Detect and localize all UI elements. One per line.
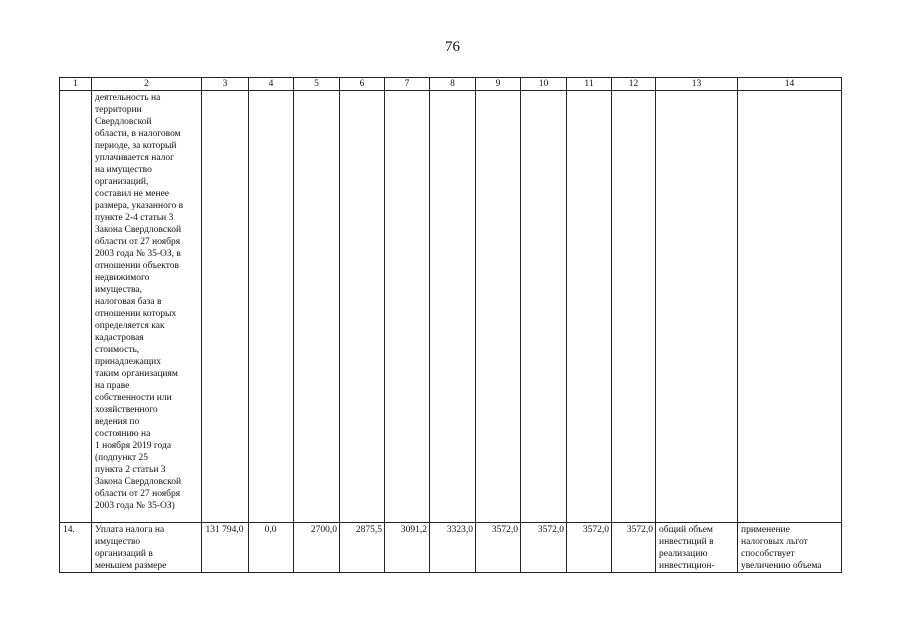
value-cell: 3572,0 [612,523,656,573]
column-header: 1 [60,78,92,91]
column-header: 10 [521,78,567,91]
page-number: 76 [445,39,460,55]
table-row [60,523,842,573]
table-cell [60,91,92,523]
value-cell: 2700,0 [294,523,340,573]
table-row-continuation [60,91,842,523]
table-cell [249,91,294,523]
column-header: 11 [567,78,612,91]
column-header: 2 [92,78,202,91]
value-cell: 2875,5 [340,523,385,573]
column-header: 4 [249,78,294,91]
value-cell: 131 794,0 [202,523,249,573]
column-header: 8 [430,78,476,91]
value-cell: 3572,0 [521,523,567,573]
indicator-cell: общий объем инвестиций в реализацию инвестицион- [656,523,738,573]
table-cell [656,91,738,523]
tax-benefit-table [59,77,842,573]
column-number-row [60,78,842,91]
table-cell [521,91,567,523]
column-header: 9 [476,78,521,91]
table-cell [202,91,249,523]
value-cell: 3323,0 [430,523,476,573]
row-number: 14. [60,523,92,573]
column-header: 14 [738,78,842,91]
table-cell [738,91,842,523]
column-header: 6 [340,78,385,91]
table-cell [476,91,521,523]
table-cell [612,91,656,523]
column-header: 5 [294,78,340,91]
table-cell [567,91,612,523]
value-cell: 3572,0 [476,523,521,573]
table-cell [294,91,340,523]
value-cell: 3091,2 [385,523,430,573]
row-name: Уплата налога на имущество организаций в меньшем размере [92,523,202,573]
assessment-cell: применение налоговых льгот способствует увеличению объема [738,523,842,573]
column-header: 3 [202,78,249,91]
table-cell [385,91,430,523]
column-header: 7 [385,78,430,91]
row-description-continued: деятельность на территории Свердловской области, в налоговом периоде, за который уплачивается налог на имущество организаций, составил не менее размера, указанного в пункте 2-4 статьи 3 Закона Свердловской области от 27 ноября 2003 года № 35-ОЗ, в отношении объектов недвижимого имущества, налоговая база в отношении которых определяется как кадастровая стоимость, принадлежащих таким организациям на праве собственности или хозяйственного ведения по состоянию на 1 ноября 2019 года (подпункт 25 пункта 2 статьи 3 Закона Свердловской области от 27 ноября 2003 года № 35-ОЗ) [92,91,202,523]
column-header: 12 [612,78,656,91]
table-cell [430,91,476,523]
column-header: 13 [656,78,738,91]
table-cell [340,91,385,523]
value-cell: 3572,0 [567,523,612,573]
value-cell: 0,0 [249,523,294,573]
